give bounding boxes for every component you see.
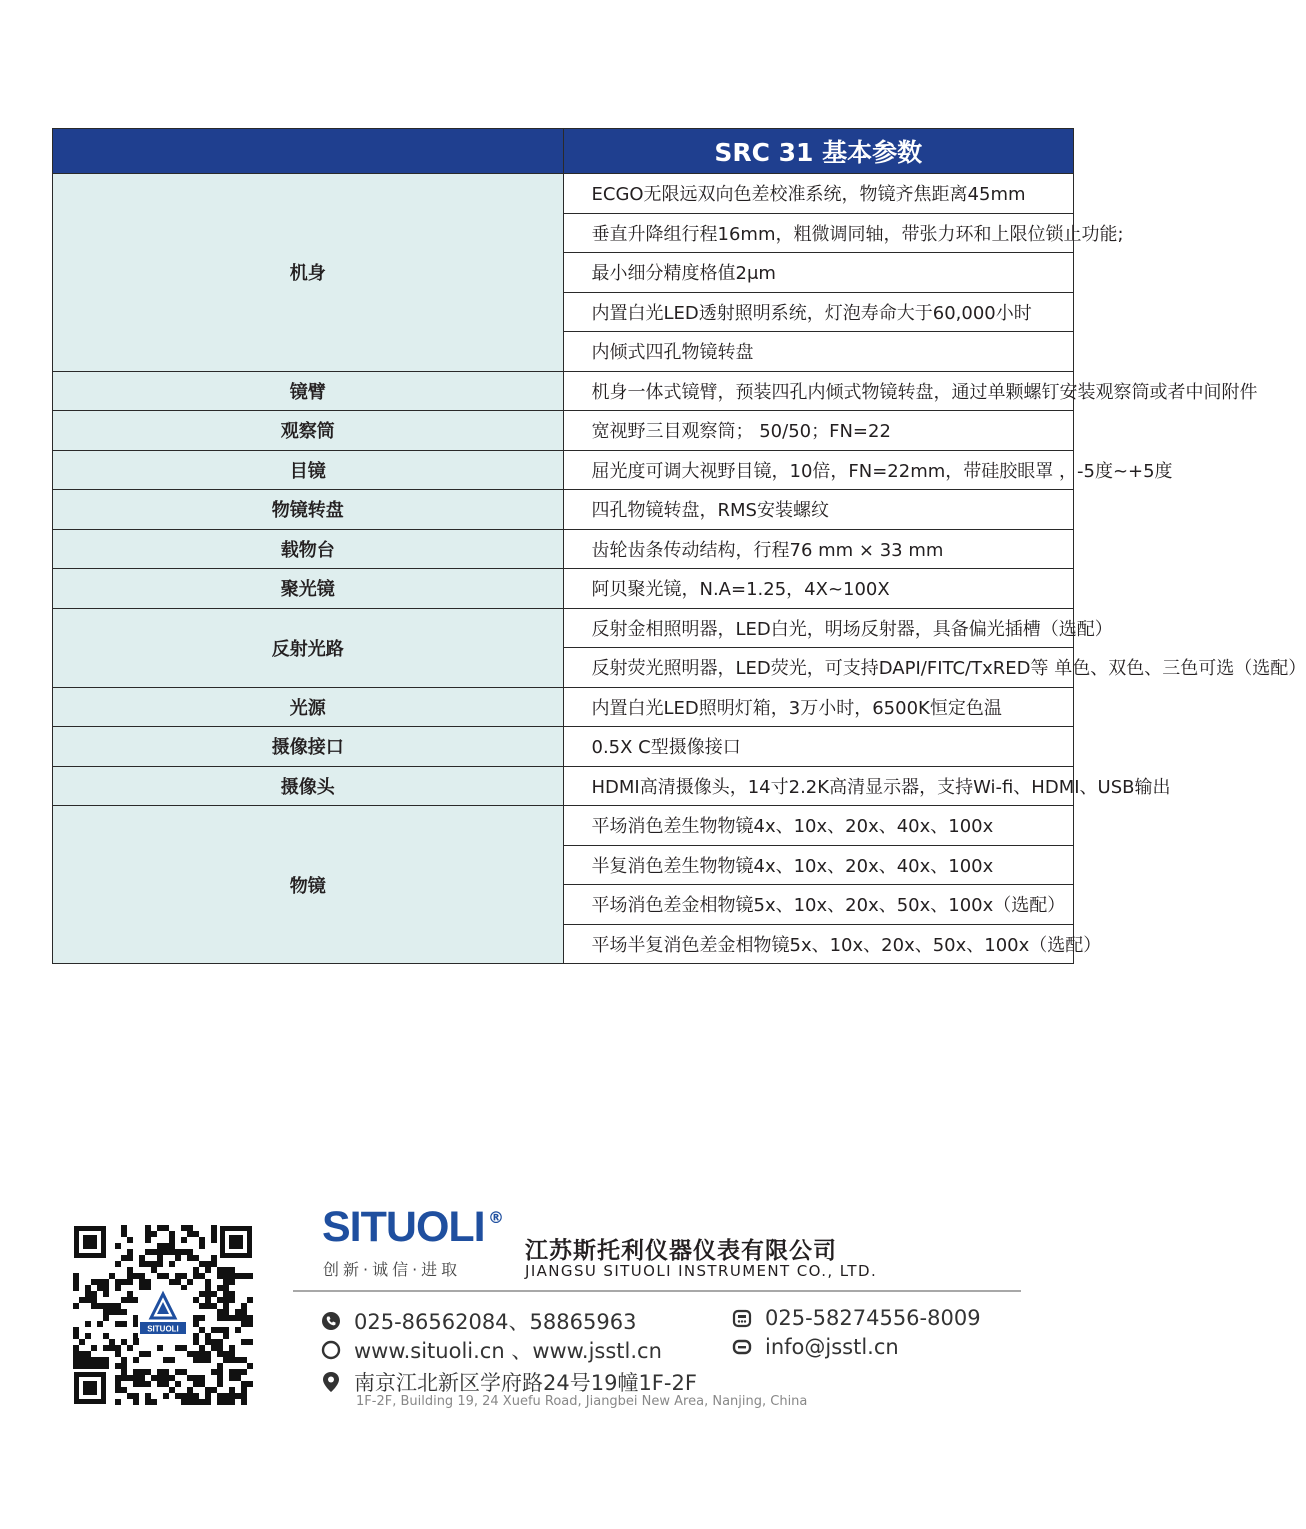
- table-header-row: [53, 129, 1074, 174]
- table-title: SRC 31 基本参数: [563, 129, 1074, 174]
- table-row: [53, 608, 1074, 648]
- row-value: 齿轮齿条传动结构，行程76 mm × 33 mm: [563, 529, 1074, 569]
- row-value: HDMI高清摄像头，14寸2.2K高清显示器，支持Wi-fi、HDMI、USB输出: [563, 766, 1074, 806]
- fax-icon: [731, 1307, 753, 1329]
- table-row: [53, 174, 1074, 214]
- row-value: 平场消色差金相物镜5x、10x、20x、50x、100x（选配）: [563, 885, 1074, 925]
- row-value: 四孔物镜转盘，RMS安装螺纹: [563, 490, 1074, 530]
- row-value: 垂直升降组行程16mm，粗微调同轴，带张力环和上限位锁止功能;: [563, 213, 1074, 253]
- table-row: [53, 411, 1074, 451]
- row-label: 摄像接口: [53, 727, 564, 767]
- company-name-cn: 江苏斯托利仪器仪表有限公司: [525, 1238, 837, 1264]
- contact-email: [731, 1335, 899, 1359]
- table-row: [53, 371, 1074, 411]
- table-row: [53, 529, 1074, 569]
- phone-icon: [320, 1310, 342, 1332]
- table-row: [53, 490, 1074, 530]
- company-name-en: JIANGSU SITUOLI INSTRUMENT CO., LTD.: [525, 1262, 878, 1280]
- email-address[interactable]: info@jsstl.cn: [765, 1335, 899, 1359]
- row-label: 物镜转盘: [53, 490, 564, 530]
- table-row: [53, 450, 1074, 490]
- address-en: 1F-2F, Building 19, 24 Xuefu Road, Jiangbei New Area, Nanjing, China: [356, 1394, 808, 1409]
- row-value: 内置白光LED照明灯箱，3万小时，6500K恒定色温: [563, 687, 1074, 727]
- table-row: [53, 806, 1074, 846]
- row-label: 载物台: [53, 529, 564, 569]
- row-value: 0.5X C型摄像接口: [563, 727, 1074, 767]
- row-value: 屈光度可调大视野目镜，10倍，FN=22mm，带硅胶眼罩 ，-5度~+5度: [563, 450, 1074, 490]
- contact-address: [320, 1367, 697, 1397]
- row-value: 最小细分精度格值2μm: [563, 253, 1074, 293]
- row-value: 反射荧光照明器，LED荧光，可支持DAPI/FITC/TxRED等 单色、双色、三色可选（选配）: [563, 648, 1074, 688]
- brand-logo: SITUOLI: [322, 1203, 485, 1251]
- row-value: 内倾式四孔物镜转盘: [563, 332, 1074, 372]
- row-value: 平场半复消色差金相物镜5x、10x、20x、50x、100x（选配）: [563, 924, 1074, 964]
- phone-number: 025-86562084、58865963: [354, 1310, 637, 1334]
- row-value: 宽视野三目观察筒； 50/50；FN=22: [563, 411, 1074, 451]
- row-label: 目镜: [53, 450, 564, 490]
- row-value: 阿贝聚光镜，N.A=1.25，4X~100X: [563, 569, 1074, 609]
- address-cn: 南京江北新区学府路24号19幢1F-2F: [354, 1371, 697, 1395]
- footer-divider: [293, 1290, 1021, 1292]
- contact-phone: [320, 1306, 636, 1336]
- table-row: [53, 687, 1074, 727]
- row-value: 机身一体式镜臂，预装四孔内倾式物镜转盘，通过单颗螺钉安装观察筒或者中间附件: [563, 371, 1074, 411]
- row-label: 摄像头: [53, 766, 564, 806]
- row-label: 观察筒: [53, 411, 564, 451]
- spec-table: [52, 128, 1306, 964]
- table-header-corner: [53, 129, 564, 174]
- row-value: 内置白光LED透射照明系统，灯泡寿命大于60,000小时: [563, 292, 1074, 332]
- brand-slogan: 创新·诚信·进取: [323, 1260, 462, 1279]
- qr-finder-top-left: [74, 1226, 106, 1258]
- row-label: 反射光路: [53, 608, 564, 687]
- contact-web: [320, 1335, 662, 1365]
- mail-icon: [731, 1336, 753, 1358]
- table-row: [53, 766, 1074, 806]
- qr-finder-bottom-left: [74, 1372, 106, 1404]
- fax-number: 025-58274556-8009: [765, 1306, 981, 1330]
- contact-fax: [731, 1306, 981, 1330]
- qr-finder-top-right: [220, 1226, 252, 1258]
- row-value: ECGO无限远双向色差校准系统，物镜齐焦距离45mm: [563, 174, 1074, 214]
- row-label: 机身: [53, 174, 564, 372]
- row-label: 聚光镜: [53, 569, 564, 609]
- website-links[interactable]: www.situoli.cn 、www.jsstl.cn: [354, 1339, 662, 1363]
- row-value: 平场消色差生物物镜4x、10x、20x、40x、100x: [563, 806, 1074, 846]
- qr-center-logo: [138, 1290, 188, 1338]
- table-row: [53, 727, 1074, 767]
- table-row: [53, 569, 1074, 609]
- row-label: 光源: [53, 687, 564, 727]
- registered-mark: ®: [488, 1208, 504, 1227]
- row-label: 镜臂: [53, 371, 564, 411]
- globe-icon: [320, 1339, 342, 1361]
- qr-logo-text: SITUOLI: [147, 1324, 179, 1334]
- row-label: 物镜: [53, 806, 564, 964]
- location-pin-icon: [320, 1371, 342, 1393]
- qr-code: [72, 1224, 254, 1406]
- table-body: [53, 174, 1306, 964]
- row-value: 反射金相照明器，LED白光，明场反射器，具备偏光插槽（选配）: [563, 608, 1074, 648]
- row-value: 半复消色差生物物镜4x、10x、20x、40x、100x: [563, 845, 1074, 885]
